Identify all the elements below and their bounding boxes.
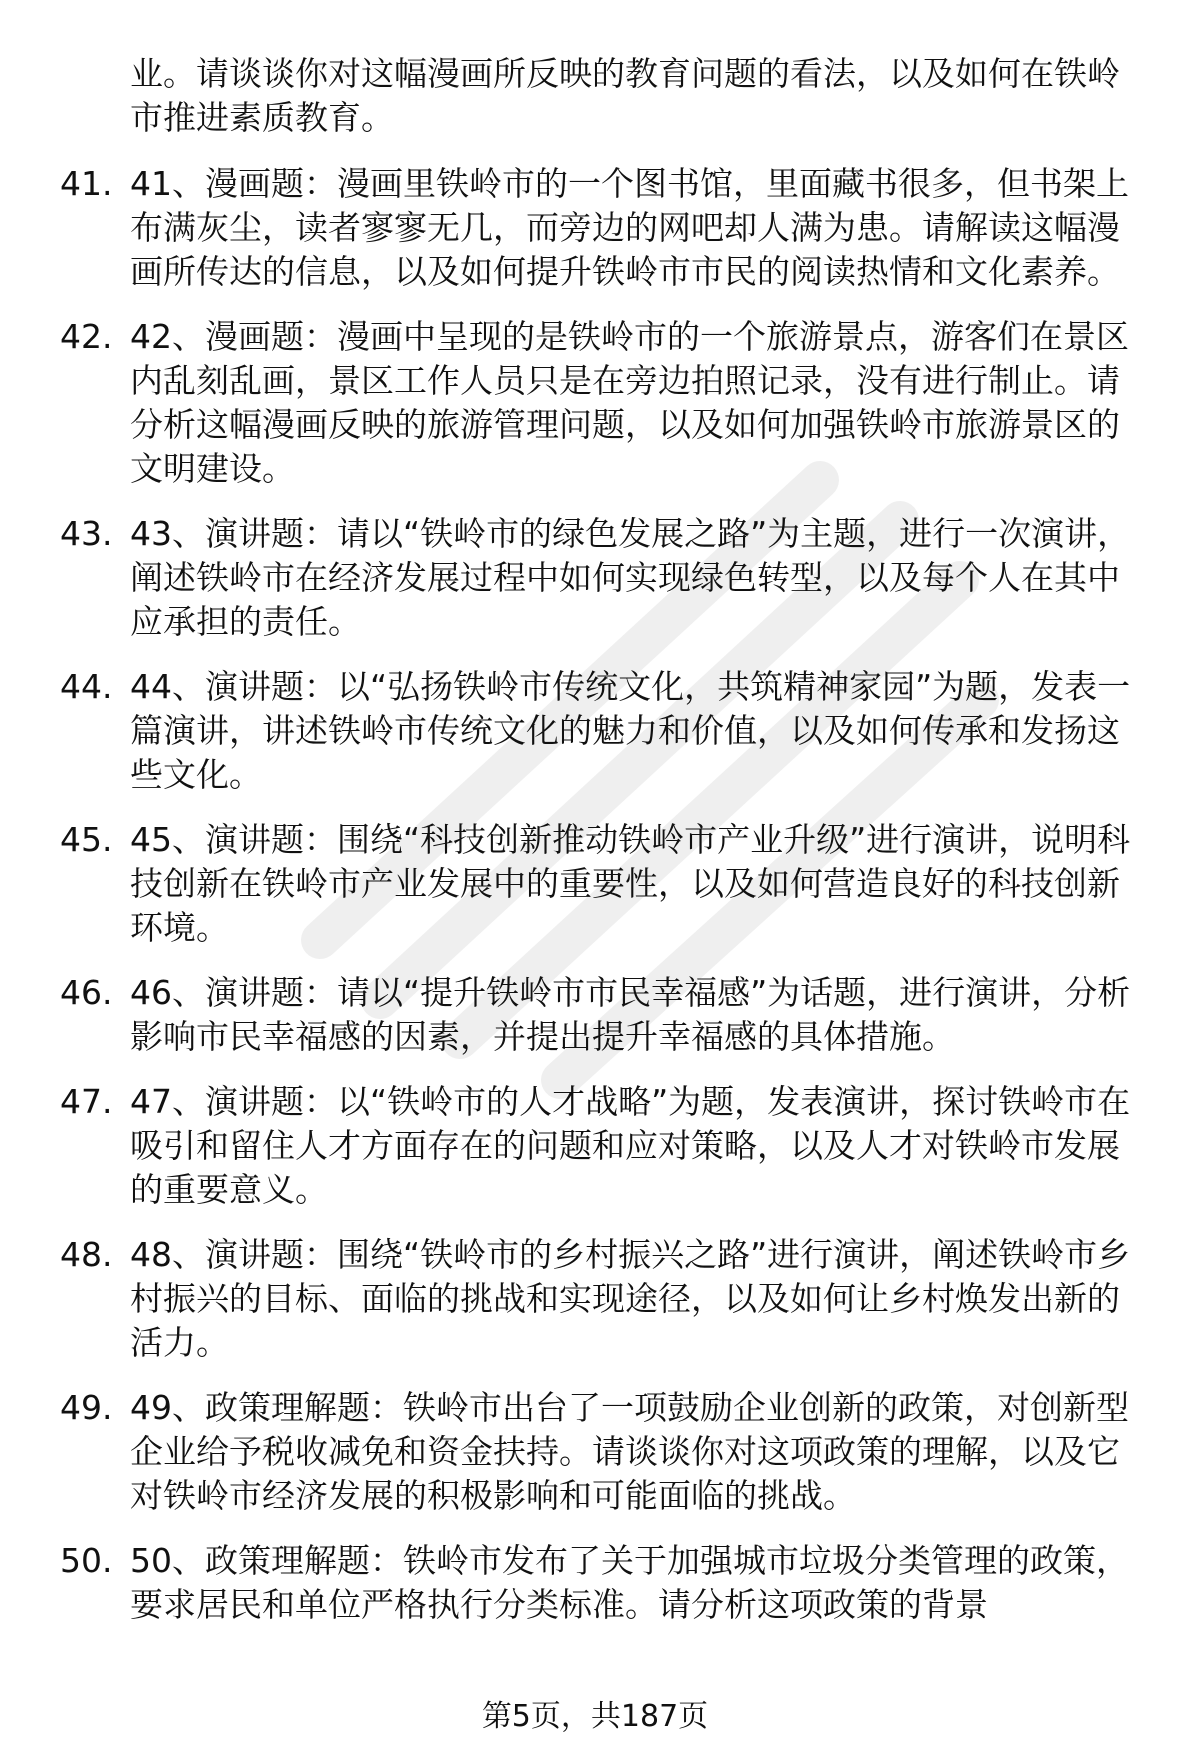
item-text: 47、演讲题：以“铁岭市的人才战略”为题，发表演讲，探讨铁岭市在吸引和留住人才方面存在的问题和应对策略，以及人才对铁岭市发展的重要意义。 [130, 1082, 1131, 1209]
list-item [60, 162, 1150, 294]
list-item [60, 1539, 1150, 1627]
item-number: 50. [60, 1541, 113, 1580]
item-text: 43、演讲题：请以“铁岭市的绿色发展之路”为主题，进行一次演讲，阐述铁岭市在经济发展过程中如何实现绿色转型，以及每个人在其中应承担的责任。 [130, 514, 1131, 641]
item-text: 45、演讲题：围绕“科技创新推动铁岭市产业升级”进行演讲，说明科技创新在铁岭市产业发展中的重要性，以及如何营造良好的科技创新环境。 [130, 820, 1131, 947]
page-footer: 第5页，共187页 [481, 1699, 709, 1734]
item-number: 46. [60, 973, 113, 1012]
item-text: 42、漫画题：漫画中呈现的是铁岭市的一个旅游景点，游客们在景区内乱刻乱画，景区工作人员只是在旁边拍照记录，没有进行制止。请分析这幅漫画反映的旅游管理问题，以及如何加强铁岭市旅游景区的文明建设。 [130, 317, 1129, 488]
document-body [60, 52, 1150, 1648]
item-text: 41、漫画题：漫画里铁岭市的一个图书馆，里面藏书很多，但书架上布满灰尘，读者寥寥无几，而旁边的网吧却人满为患。请解读这幅漫画所传达的信息，以及如何提升铁岭市市民的阅读热情和文化素养。 [130, 164, 1129, 291]
item-number: 42. [60, 317, 113, 356]
list-item [60, 315, 1150, 491]
item-number: 43. [60, 514, 113, 553]
item-text: 44、演讲题：以“弘扬铁岭市传统文化，共筑精神家园”为题，发表一篇演讲，讲述铁岭市传统文化的魅力和价值，以及如何传承和发扬这些文化。 [130, 667, 1131, 794]
item-number: 47. [60, 1082, 113, 1121]
item-text: 50、政策理解题：铁岭市发布了关于加强城市垃圾分类管理的政策，要求居民和单位严格执行分类标准。请分析这项政策的背景 [130, 1541, 1129, 1624]
item-text: 46、演讲题：请以“提升铁岭市市民幸福感”为话题，进行演讲，分析影响市民幸福感的因素，并提出提升幸福感的具体措施。 [130, 973, 1131, 1056]
list-item [60, 1386, 1150, 1518]
item-text: 49、政策理解题：铁岭市出台了一项鼓励企业创新的政策，对创新型企业给予税收减免和资金扶持。请谈谈你对这项政策的理解，以及它对铁岭市经济发展的积极影响和可能面临的挑战。 [130, 1388, 1129, 1515]
item-number: 49. [60, 1388, 113, 1427]
item-number: 48. [60, 1235, 113, 1274]
continuation-paragraph: 业。请谈谈你对这幅漫画所反映的教育问题的看法，以及如何在铁岭市推进素质教育。 [130, 54, 1120, 137]
list-item [60, 971, 1150, 1059]
item-text: 48、演讲题：围绕“铁岭市的乡村振兴之路”进行演讲，阐述铁岭市乡村振兴的目标、面临的挑战和实现途径，以及如何让乡村焕发出新的活力。 [130, 1235, 1131, 1362]
list-item [60, 1080, 1150, 1212]
list-item [60, 512, 1150, 644]
list-item [60, 1233, 1150, 1365]
item-number: 41. [60, 164, 113, 203]
list-item [60, 818, 1150, 950]
list-item [60, 665, 1150, 797]
item-number: 44. [60, 667, 113, 706]
item-number: 45. [60, 820, 113, 859]
